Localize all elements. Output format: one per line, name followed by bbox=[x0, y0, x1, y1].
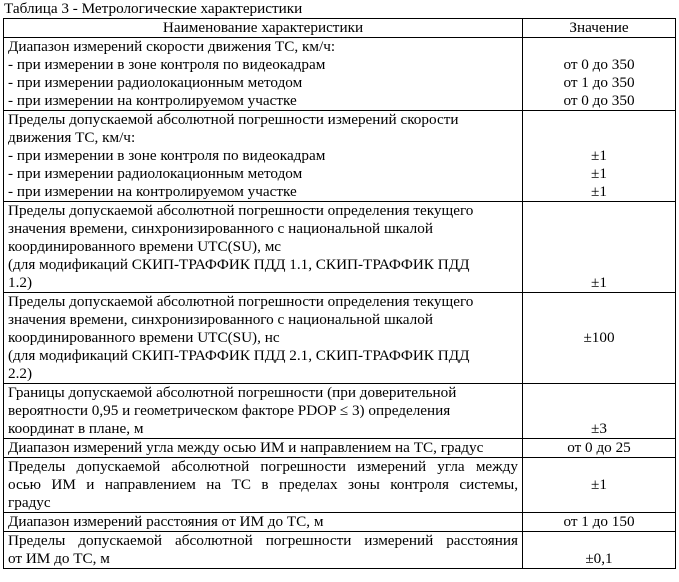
row-value-line: ±100 bbox=[583, 329, 615, 346]
row-value-line: от 0 до 350 bbox=[563, 92, 635, 109]
row-text-line: - при измерении на контролируемом участке bbox=[8, 92, 297, 109]
row-name-angle-range bbox=[4, 439, 523, 458]
row-value-line: ±1 bbox=[591, 183, 607, 200]
table-row bbox=[4, 513, 676, 532]
row-value-time-error-ms bbox=[523, 202, 676, 293]
row-text-line: координат в плане, м bbox=[8, 420, 144, 437]
row-name-distance-range bbox=[4, 513, 523, 532]
row-text-line: вероятности 0,95 и геометрическом факторе PDOP ≤ 3) определения bbox=[8, 402, 451, 419]
table-row bbox=[4, 202, 676, 293]
row-value-line: ±1 bbox=[591, 476, 607, 493]
table-caption: Таблица 3 - Метрологические характеристики bbox=[4, 0, 303, 17]
row-text-line: Пределы допускаемой абсолютной погрешности измерений расстояния bbox=[8, 532, 518, 549]
row-text-line: осью ИМ и направлением на ТС в пределах зоны контроля системы, bbox=[8, 476, 518, 493]
row-text-line: - при измерении радиолокационным методом bbox=[8, 74, 303, 91]
row-value-line: ±1 bbox=[591, 165, 607, 182]
row-text-line: координированного времени UTC(SU), мс bbox=[8, 238, 282, 255]
row-text-line: Пределы допускаемой абсолютной погрешности определения текущего bbox=[8, 202, 474, 219]
row-value-angle-error bbox=[523, 458, 676, 513]
row-value-distance-range bbox=[523, 513, 676, 532]
metrological-characteristics-table bbox=[3, 18, 676, 569]
row-value-distance-error bbox=[523, 532, 676, 569]
row-value-line: ±0,1 bbox=[585, 550, 613, 567]
row-text-line: Диапазон измерений скорости движения ТС, км/ч: bbox=[8, 38, 336, 55]
row-text-line: Пределы допускаемой абсолютной погрешности определения текущего bbox=[8, 293, 474, 310]
row-value-line: от 1 до 150 bbox=[563, 513, 635, 530]
row-value-line: ±1 bbox=[591, 274, 607, 291]
row-text-line: движения ТС, км/ч: bbox=[8, 129, 136, 146]
table-row bbox=[4, 532, 676, 569]
row-text-line: Пределы допускаемой абсолютной погрешности измерений скорости bbox=[8, 111, 459, 128]
table-row bbox=[4, 458, 676, 513]
table-row bbox=[4, 293, 676, 384]
table-row bbox=[4, 38, 676, 111]
row-name-speed-range bbox=[4, 38, 523, 111]
row-text-line: (для модификаций СКИП-ТРАФФИК ПДД 2.1, СКИП-ТРАФФИК ПДД bbox=[8, 347, 470, 364]
row-text-line: значения времени, синхронизированного с национальной шкалой bbox=[8, 220, 433, 237]
row-text-line: Границы допускаемой абсолютной погрешности (при доверительной bbox=[8, 384, 457, 401]
row-value-line: от 1 до 350 bbox=[563, 74, 635, 91]
row-value-line: от 0 до 350 bbox=[563, 56, 635, 73]
row-text-line: от ИМ до ТС, м bbox=[8, 550, 110, 567]
row-value-coordinates bbox=[523, 384, 676, 439]
row-value-speed-error bbox=[523, 111, 676, 202]
row-text-line: Пределы допускаемой абсолютной погрешности измерений угла между bbox=[8, 458, 518, 475]
row-text-line: (для модификаций СКИП-ТРАФФИК ПДД 1.1, СКИП-ТРАФФИК ПДД bbox=[8, 256, 470, 273]
row-value-time-error-ns bbox=[523, 293, 676, 384]
row-text-line: значения времени, синхронизированного с национальной шкалой bbox=[8, 311, 433, 328]
row-text-line: Диапазон измерений угла между осью ИМ и направлением на ТС, градус bbox=[8, 439, 484, 456]
row-text-line: - при измерении на контролируемом участке bbox=[8, 183, 297, 200]
row-name-speed-error bbox=[4, 111, 523, 202]
row-name-time-error-ms bbox=[4, 202, 523, 293]
header-value: Значение bbox=[523, 19, 676, 38]
row-value-speed-range bbox=[523, 38, 676, 111]
table-row bbox=[4, 384, 676, 439]
row-value-line: от 0 до 25 bbox=[567, 439, 631, 456]
row-name-coordinates bbox=[4, 384, 523, 439]
row-name-distance-error bbox=[4, 532, 523, 569]
row-text-line: 1.2) bbox=[8, 274, 33, 291]
row-text-line: Диапазон измерений расстояния от ИМ до ТС, м bbox=[8, 513, 324, 530]
row-text-line: - при измерении в зоне контроля по видеокадрам bbox=[8, 147, 326, 164]
row-name-time-error-ns bbox=[4, 293, 523, 384]
row-text-line: градус bbox=[8, 494, 51, 511]
row-value-angle-range bbox=[523, 439, 676, 458]
row-text-line: 2.2) bbox=[8, 365, 33, 382]
row-text-line: - при измерении в зоне контроля по видеокадрам bbox=[8, 56, 326, 73]
header-name: Наименование характеристики bbox=[4, 19, 523, 38]
table-header-row bbox=[4, 19, 676, 38]
row-name-angle-error bbox=[4, 458, 523, 513]
table-row bbox=[4, 439, 676, 458]
row-text-line: - при измерении радиолокационным методом bbox=[8, 165, 303, 182]
row-value-line: ±3 bbox=[591, 420, 607, 437]
row-text-line: координированного времени UTC(SU), нс bbox=[8, 329, 280, 346]
table-row bbox=[4, 111, 676, 202]
row-value-line: ±1 bbox=[591, 147, 607, 164]
